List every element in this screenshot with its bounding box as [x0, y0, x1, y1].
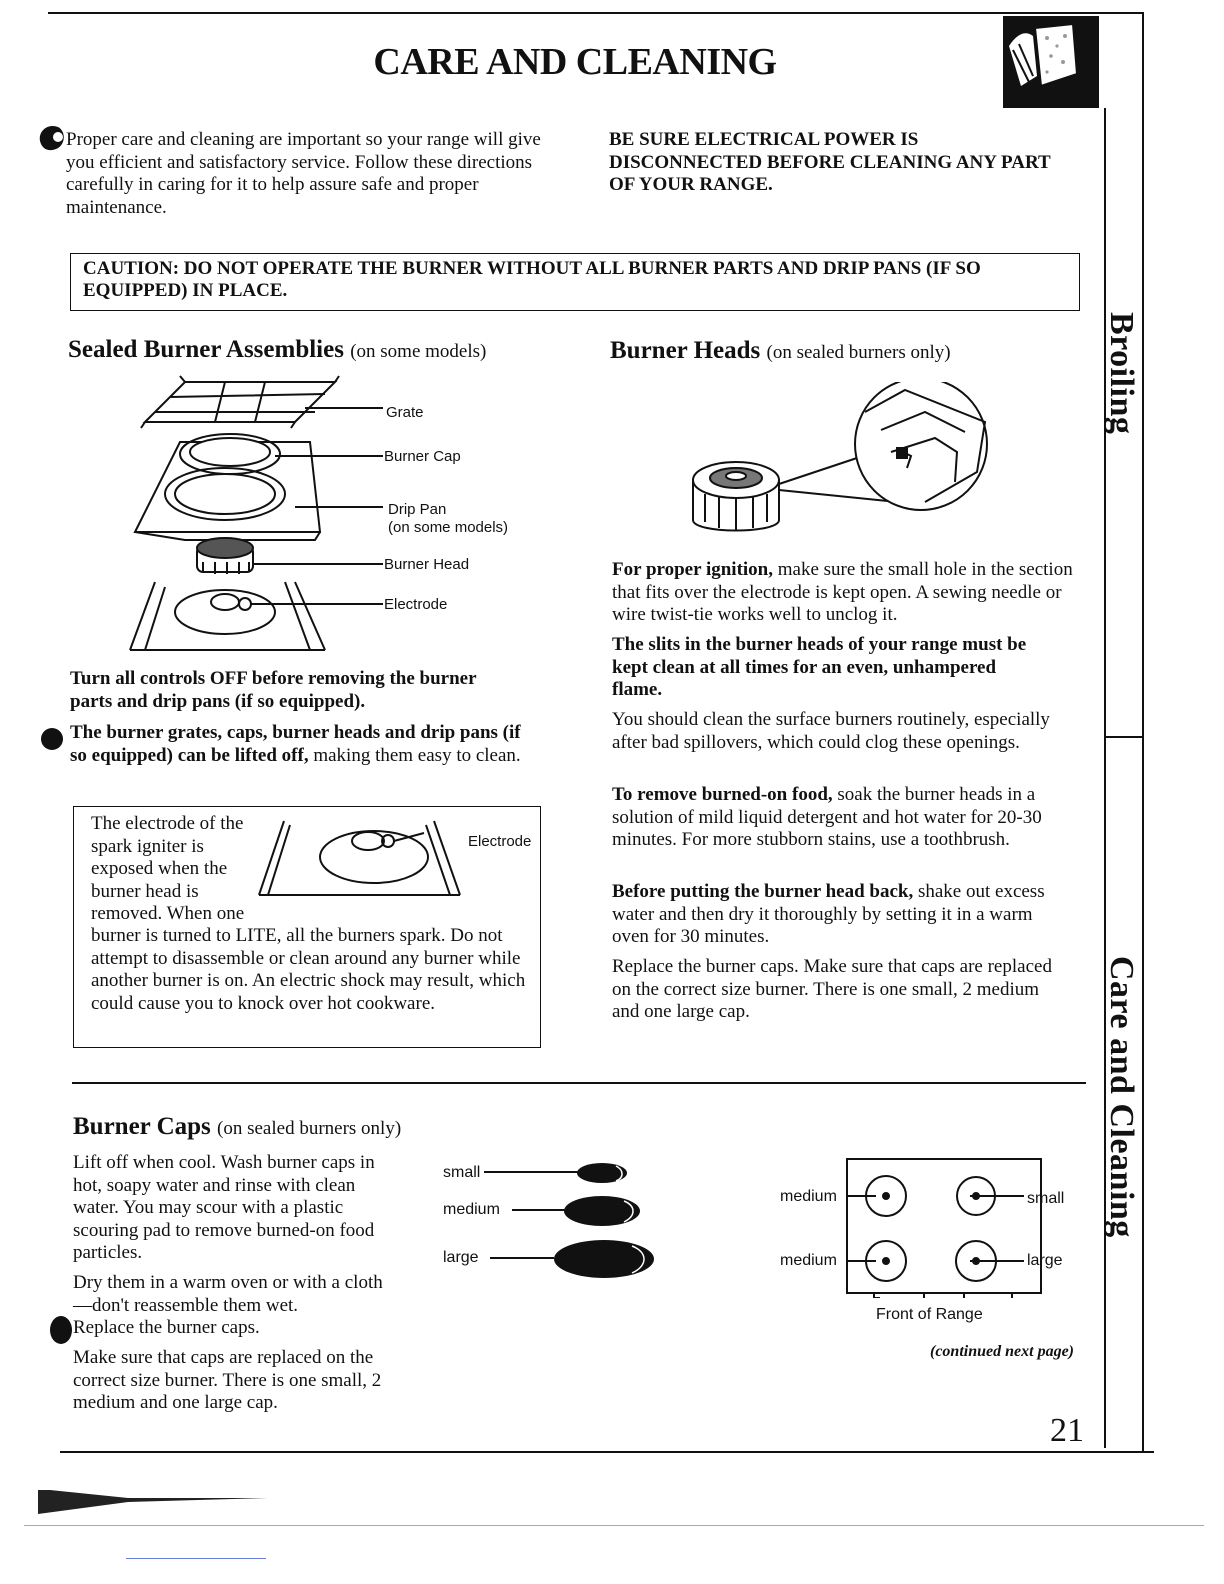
burner-exploded-diagram — [125, 372, 545, 662]
caution-box — [70, 253, 1080, 311]
front-of-range-label: Front of Range — [876, 1306, 983, 1323]
cap-sizes-diagram — [484, 1154, 664, 1284]
label-grate: Grate — [386, 404, 424, 421]
cap-size-large-label: large — [443, 1249, 479, 1266]
lift-off-text: The burner grates, caps, burner heads and drip pans (if so equipped) can be lifted off, making them easy to clean. — [70, 722, 540, 767]
power-warning: BE SURE ELECTRICAL POWER IS DISCONNECTED BEFORE CLEANING ANY PART OF YOUR RANGE. — [609, 129, 1051, 195]
bullet-ornament-icon — [36, 724, 66, 754]
side-tab-care-and-cleaning: Care and Cleaning — [1103, 956, 1140, 1238]
burner-head-magnifier-diagram — [685, 382, 995, 544]
cap-size-small-label: small — [443, 1164, 481, 1181]
label-burner-cap: Burner Cap — [384, 448, 461, 465]
proper-ignition-text: For proper ignition, make sure the small hole in the section that fits over the electrode is kept open. A sewing needle or wire twist-tie works well to unclog it. — [612, 559, 1073, 625]
top-rule — [48, 12, 1144, 14]
clean-routinely-text: You should clean the surface burners routinely, especially after bad spillovers, which could clog these openings. — [612, 709, 1050, 753]
label-burner-head: Burner Head — [384, 556, 470, 573]
layout-top-left-label: medium — [780, 1188, 837, 1205]
slits-clean-text: The slits in the burner heads of your range must be kept clean at all times for an even, unhampered flame. — [612, 634, 1027, 700]
burner-bottom-right-icon — [956, 1241, 1024, 1281]
tab-divider-line — [1104, 108, 1106, 1448]
drop-cap-ornament-icon — [36, 121, 70, 155]
bottom-faint-rule — [24, 1525, 1204, 1526]
burner-top-right-icon — [957, 1177, 1024, 1215]
caps-dry-text: Dry them in a warm oven or with a cloth—don't reassemble them wet. — [73, 1272, 383, 1316]
label-drip-pan-note: (on some models) — [388, 519, 509, 536]
scan-smudge-decoration — [38, 1486, 278, 1516]
bullet-ornament-icon — [43, 1313, 73, 1347]
burner-caps-heading: Burner Caps (on sealed burners only) — [73, 1113, 402, 1140]
cooktop-layout-diagram — [846, 1158, 1042, 1298]
label-drip-pan: Drip Pan — [388, 501, 447, 518]
layout-top-right-label: small — [1027, 1190, 1065, 1207]
side-tab-broiling: Broiling — [1103, 312, 1140, 435]
burned-on-food-text: To remove burned-on food, soak the burner heads in a solution of mild liquid detergent and hot water for 20-30 minutes. For more stubborn stains, use a toothbrush. — [612, 784, 1042, 850]
caution-text: CAUTION: DO NOT OPERATE THE BURNER WITHOUT ALL BURNER PARTS AND DRIP PANS (IF SO EQUIPPED) IN PLACE. — [83, 258, 981, 301]
intro-text: Proper care and cleaning are important so your range will give you efficient and satisfactory service. Follow these directions carefully in caring for it to help assure safe and proper maintenance. — [66, 129, 546, 219]
turn-off-text: Turn all controls OFF before removing the burner parts and drip pans (if so equipped). — [70, 668, 477, 712]
label-electrode: Electrode — [384, 596, 448, 613]
tab-separator — [1104, 736, 1144, 738]
bottom-blue-mark — [126, 1558, 266, 1559]
page-title: CARE AND CLEANING — [373, 41, 777, 83]
caps-replace-text: Replace the burner caps. — [73, 1317, 395, 1340]
grate-icon — [141, 376, 339, 428]
large-cap-icon — [554, 1240, 654, 1278]
caps-wash-text: Lift off when cool. Wash burner caps in hot, soapy water and rinse with clean water. You may scour with a plastic scouring pad to remove burned-on food particles. — [73, 1152, 375, 1263]
right-frame-line — [1142, 12, 1144, 1452]
burner-bottom-left-icon — [846, 1241, 906, 1281]
electrode-note-box — [73, 806, 541, 1048]
burner-top-left-icon — [846, 1176, 906, 1216]
page-number: 21 — [1050, 1412, 1084, 1449]
sealed-burner-heading: Sealed Burner Assemblies (on some models) — [68, 336, 487, 363]
medium-cap-icon — [564, 1196, 640, 1226]
electrode-note-intro: The electrode of the spark igniter is exposed when the burner head is removed. When one — [91, 813, 245, 924]
cap-size-medium-label: medium — [443, 1201, 500, 1218]
electrode-closeup-label: Electrode — [468, 833, 532, 850]
electrode-closeup-icon — [254, 811, 464, 903]
continued-note: (continued next page) — [930, 1343, 1074, 1360]
caps-correct-size-text: Make sure that caps are replaced on the correct size burner. There is one small, 2 medium and one large cap. — [73, 1347, 382, 1413]
burner-heads-heading: Burner Heads (on sealed burners only) — [610, 337, 951, 364]
layout-bottom-left-label: medium — [780, 1252, 837, 1269]
electrode-note-rest: burner is turned to LITE, all the burners spark. Do not attempt to disassemble or clean around any burner while another burner is on. An electric shock may result, which could cause you to knock over hot cookware. — [91, 925, 526, 1014]
replace-caps-text: Replace the burner caps. Make sure that caps are replaced on the correct size burner. There is one small, 2 medium and one large cap. — [612, 956, 1052, 1022]
electrode-base-icon — [130, 582, 325, 650]
sponge-hand-icon — [1003, 16, 1099, 108]
putting-head-back-text: Before putting the burner head back, shake out excess water and then dry it thoroughly by setting it in a warm oven for 30 minutes. — [612, 881, 1045, 947]
burner-head-icon — [197, 538, 253, 574]
section-divider — [72, 1082, 1086, 1084]
bottom-rule — [60, 1451, 1154, 1453]
layout-bottom-right-label: large — [1027, 1252, 1063, 1269]
